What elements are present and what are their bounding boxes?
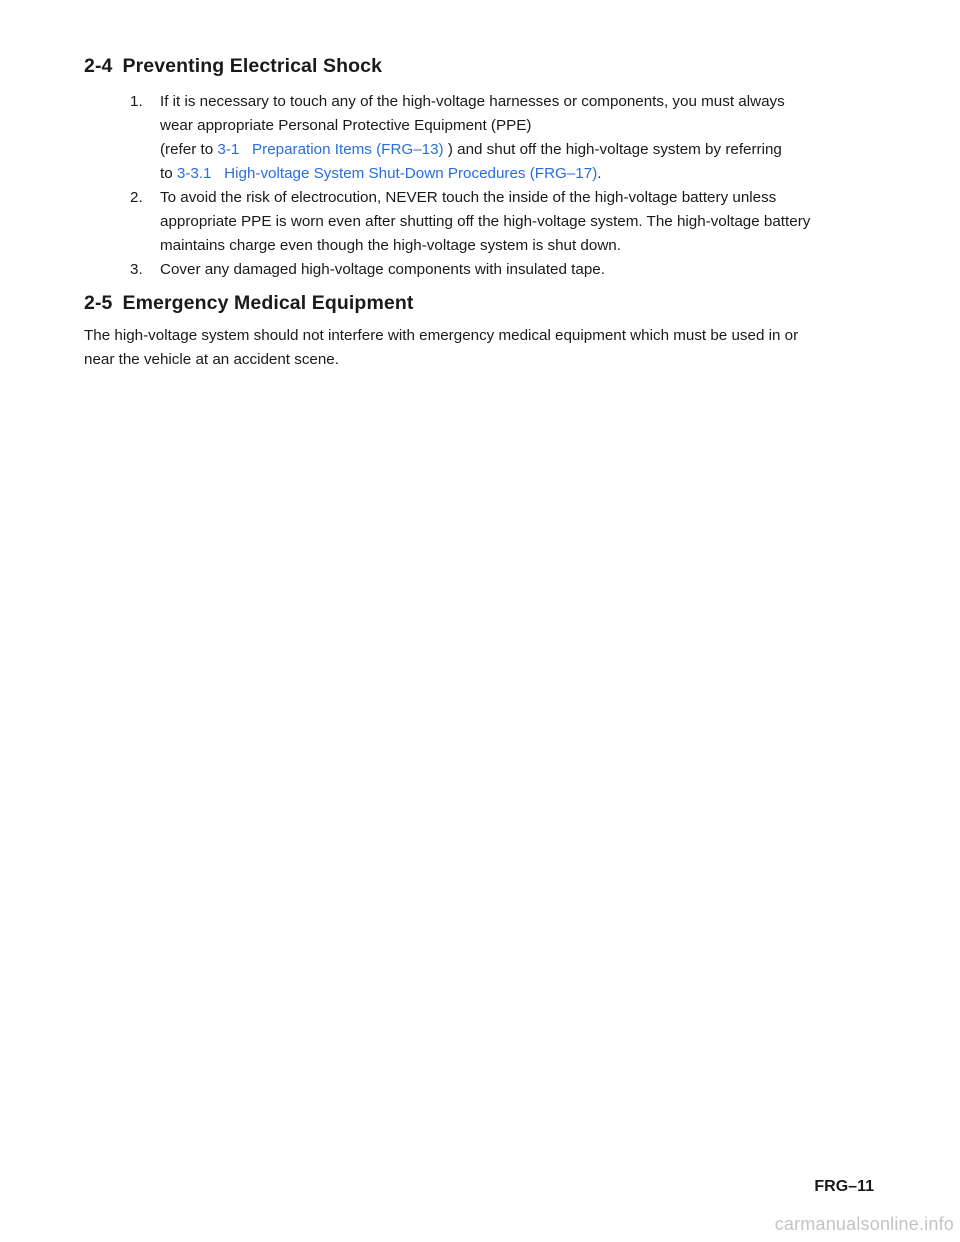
list-item: [130, 186, 890, 258]
list-item: [130, 90, 890, 186]
link-shutdown-procedures[interactable]: 3-3.1 High-voltage System Shut-Down Procedures (FRG–17): [176, 165, 598, 182]
step-line: wear appropriate Personal Protective Equipment (PPE): [160, 117, 532, 134]
section-emergency-medical-equipment: [84, 289, 884, 317]
page-number: FRG–11: [814, 1178, 874, 1195]
step-marker: 3.: [130, 261, 143, 278]
steps-list: [130, 90, 890, 282]
section-body: [84, 324, 884, 372]
body-line: near the vehicle at an accident scene.: [84, 351, 339, 368]
link-preparation-items[interactable]: 3-1 Preparation Items (FRG–13): [217, 141, 444, 158]
section-title: Emergency Medical Equipment: [122, 292, 414, 314]
section-title: Preventing Electrical Shock: [122, 55, 383, 77]
section-preventing-electrical-shock: [84, 52, 884, 80]
list-item: [130, 258, 890, 282]
step-text: ) and shut off the high-voltage system by referring: [443, 141, 782, 158]
step-line: maintains charge even though the high-voltage system is shut down.: [160, 237, 621, 254]
step-text: to: [160, 165, 177, 182]
section-number: 2-4: [84, 55, 113, 77]
step-line: To avoid the risk of electrocution, NEVER touch the inside of the high-voltage battery unless: [160, 189, 777, 206]
section-heading: [84, 289, 884, 317]
step-marker: 1.: [130, 93, 143, 110]
body-line: The high-voltage system should not interfere with emergency medical equipment which must be used in or: [84, 327, 799, 344]
watermark: carmanualsonline.info: [774, 1214, 954, 1234]
step-marker: 2.: [130, 189, 143, 206]
step-line: If it is necessary to touch any of the high-voltage harnesses or components, you must always: [160, 93, 785, 110]
step-line: [160, 138, 890, 162]
section-heading: [84, 52, 884, 80]
section-number: 2-5: [84, 292, 113, 314]
step-text: (refer to: [160, 141, 218, 158]
step-text: .: [597, 165, 602, 182]
step-line: Cover any damaged high-voltage components with insulated tape.: [160, 261, 605, 278]
step-line: [160, 162, 890, 186]
step-line: appropriate PPE is worn even after shutting off the high-voltage system. The high-voltage battery: [160, 213, 811, 230]
